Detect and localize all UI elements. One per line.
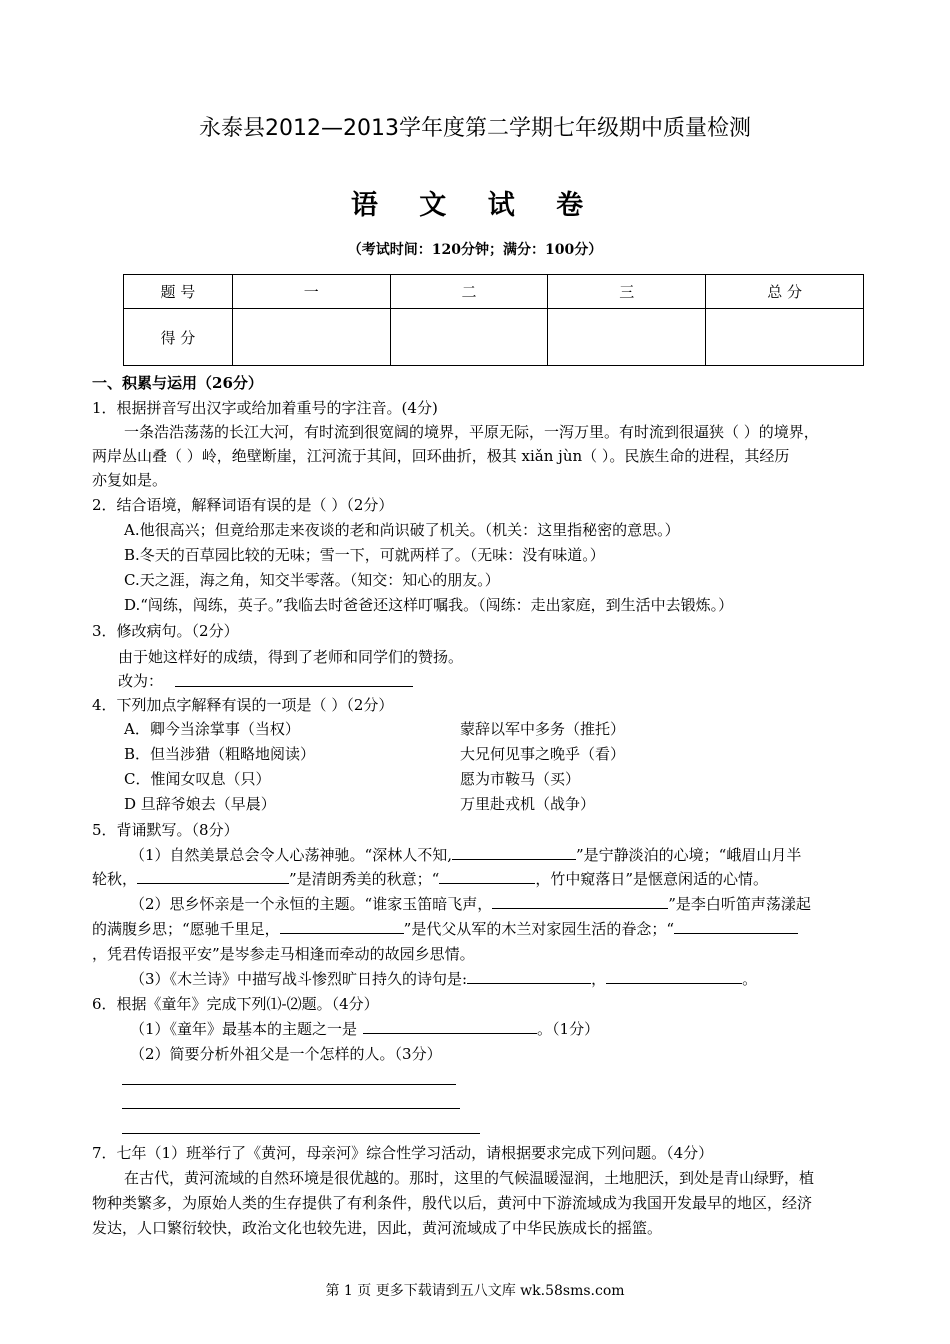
q5-text: （3）《木兰诗》中描写战斗惨烈旷日持久的诗句是: — [130, 970, 468, 988]
q5-line — [130, 968, 757, 989]
q5-line — [92, 918, 798, 939]
q3-answer-line[interactable] — [175, 686, 413, 687]
q5-text: ，竹中窥落日”是惬意闲适的心情。 — [535, 870, 769, 888]
score-cell[interactable] — [548, 309, 706, 366]
score-table-header-row — [124, 275, 864, 309]
q6-subquestion-2: （2）简要分析外祖父是一个怎样的人。（3分） — [130, 1045, 442, 1063]
q6-stem: 6．根据《童年》完成下列⑴-⑵题。（4分） — [92, 995, 379, 1013]
q2-option-b: B.冬天的百草园比较的无味；雪一下，可就两样了。（无味：没有味道。） — [124, 546, 605, 564]
q4-option-c2: 愿为市鞍马（买） — [460, 770, 581, 788]
q7-passage-line: 物种类繁多，为原始人类的生存提供了有利条件，殷代以后，黄河中下游流域成为我国开发最早的地区，经济 — [92, 1194, 813, 1212]
q5-blank[interactable] — [492, 894, 668, 909]
q3-fix-label: 改为： — [118, 672, 164, 690]
exam-info: （考试时间：120分钟；满分：100分） — [347, 242, 603, 258]
section1-heading: 一、积累与运用（26分） — [92, 374, 263, 392]
q5-blank[interactable] — [674, 919, 798, 934]
q2-stem: 2．结合语境，解释词语有误的是（ ）（2分） — [92, 496, 394, 514]
score-cell[interactable] — [706, 309, 864, 366]
page-footer: 第 1 页 更多下载请到五八文库 wk.58sms.com — [325, 1283, 625, 1299]
q5-blank[interactable] — [280, 919, 404, 934]
q7-passage-line: 在古代，黄河流域的自然环境是很优越的。那时，这里的气候温暖湿润，土地肥沃，到处是青山绿野，植 — [124, 1169, 815, 1187]
exam-title: 永泰县2012—2013学年度第二学期七年级期中质量检测 — [199, 116, 751, 141]
q5-blank[interactable] — [452, 845, 576, 860]
q5-text: 的满腹乡思；“愿驰千里足， — [92, 920, 280, 938]
q4-option-a2: 蒙辞以军中多务（推托） — [460, 720, 626, 738]
q3-sentence: 由于她这样好的成绩，得到了老师和同学们的赞扬。 — [118, 648, 464, 666]
score-table-score-row — [124, 309, 864, 366]
q4-option-d: D 旦辞爷娘去（早晨） — [124, 795, 276, 813]
q5-text: ”是代父从军的木兰对家园生活的眷念；“ — [403, 920, 675, 938]
q5-line — [130, 893, 811, 914]
q4-option-b: B．但当涉猎（粗略地阅读） — [124, 745, 316, 763]
q2-option-c: C.天之涯，海之角，知交半零落。（知交：知心的朋友。） — [124, 571, 500, 589]
q5-text: ， — [591, 970, 607, 988]
q6-answer-line[interactable] — [122, 1084, 456, 1085]
q5-blank[interactable] — [606, 969, 742, 984]
q6-subquestion-1 — [130, 1018, 599, 1039]
score-table-header-cell: 一 — [232, 275, 390, 309]
score-table-header-cell: 题 号 — [124, 275, 233, 309]
q5-text: 轮秋， — [92, 870, 138, 888]
q1-passage-line: 亦复如是。 — [92, 471, 168, 489]
q5-text: ”是宁静淡泊的心境；“峨眉山月半 — [575, 846, 802, 864]
q5-blank[interactable] — [439, 869, 535, 884]
score-table-header-cell: 三 — [548, 275, 706, 309]
q1-passage-line: 两岸丛山叠（ ）岭，绝壁断崖，江河流于其间，回环曲折，极其 xiǎn jùn（ ）。民族生命的进程，其经历 — [92, 447, 790, 465]
q4-option-d2: 万里赴戎机（战争） — [460, 795, 596, 813]
score-table — [123, 274, 864, 366]
q1-stem: 1．根据拼音写出汉字或给加着重号的字注音。(4分) — [92, 399, 438, 417]
subject-title: 语 文 试 卷 — [350, 190, 600, 221]
q6-text: 。（1分） — [537, 1020, 600, 1038]
q5-line: ，凭君传语报平安”是岑参走马相逢而牵动的故园乡思情。 — [92, 945, 475, 963]
q4-option-c: C．惟闻女叹息（只） — [124, 770, 271, 788]
score-cell[interactable] — [390, 309, 548, 366]
q2-option-a: A.他很高兴；但竟给那走来夜谈的老和尚识破了机关。（机关：这里指秘密的意思。） — [124, 521, 680, 539]
q3-stem: 3．修改病句。（2分） — [92, 622, 239, 640]
score-table-row-label: 得 分 — [124, 309, 233, 366]
q5-blank[interactable] — [467, 969, 591, 984]
q1-passage-line: 一条浩浩荡荡的长江大河，有时流到很宽阔的境界，平原无际，一泻万里。有时流到很逼狭（ ）的境界， — [124, 423, 819, 441]
q5-stem: 5．背诵默写。（8分） — [92, 821, 239, 839]
q6-answer-line[interactable] — [122, 1108, 460, 1109]
q5-text: （2）思乡怀亲是一个永恒的主题。“谁家玉笛暗飞声， — [130, 895, 493, 913]
q4-option-a: A．卿今当涂掌事（当权） — [124, 720, 300, 738]
score-table-header-cell: 二 — [390, 275, 548, 309]
q5-text: 。 — [742, 970, 758, 988]
q4-stem: 4．下列加点字解释有误的一项是（ ）（2分） — [92, 696, 394, 714]
q5-line — [130, 844, 801, 865]
q6-blank[interactable] — [363, 1019, 537, 1034]
q7-passage-line: 发达，人口繁衍较快，政治文化也较先进，因此，黄河流域成了中华民族成长的摇篮。 — [92, 1219, 663, 1237]
q5-text: ”是清朗秀美的秋意；“ — [289, 870, 440, 888]
q4-option-b2: 大兄何见事之晚乎（看） — [460, 745, 626, 763]
q6-text: （1）《童年》最基本的主题之一是 — [130, 1020, 358, 1038]
q2-option-d: D.“闯练，闯练，英子。”我临去时爸爸还这样叮嘱我。（闯练：走出家庭，到生活中去锻炼。） — [124, 596, 734, 614]
score-table-header-cell: 总 分 — [706, 275, 864, 309]
score-cell[interactable] — [232, 309, 390, 366]
q5-line — [92, 868, 768, 889]
q5-text: ”是李白听笛声荡漾起 — [668, 895, 811, 913]
q5-text: （1）自然美景总会令人心荡神驰。“深林人不知, — [130, 846, 452, 864]
q6-answer-line[interactable] — [122, 1133, 480, 1134]
q5-blank[interactable] — [137, 869, 289, 884]
q7-stem: 7．七年（1）班举行了《黄河，母亲河》综合性学习活动，请根据要求完成下列问题。（4分） — [92, 1144, 714, 1162]
